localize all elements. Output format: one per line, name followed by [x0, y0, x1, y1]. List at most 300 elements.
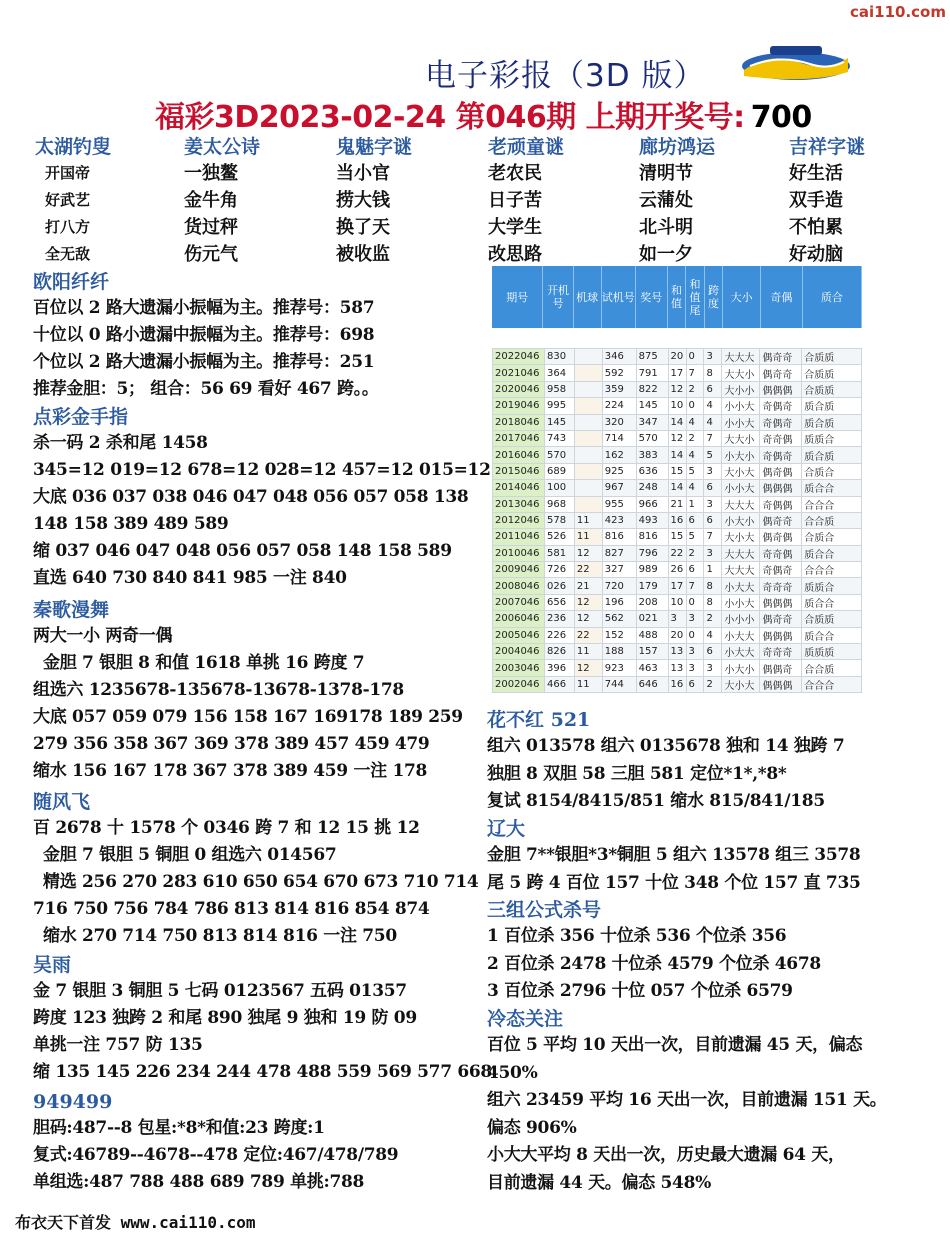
table-cell: 188: [602, 644, 636, 660]
riddle-item: 全无敌: [45, 245, 91, 263]
table-cell: 3: [686, 611, 704, 627]
table-cell: 偶奇偶: [760, 529, 802, 545]
section-line: 小大大平均 8 天出一次，历史最大遗漏 64 天，: [487, 1145, 845, 1165]
table-cell: 大大大: [722, 562, 760, 578]
riddle-item: 好武艺: [45, 191, 91, 209]
section-line: 个位以 2 路大遗漏小振幅为主。推荐号：251: [33, 352, 375, 372]
table-cell: 6: [704, 480, 722, 496]
headline: [155, 92, 812, 136]
table-cell: 偶奇偶: [760, 463, 802, 479]
table-row: [493, 660, 862, 676]
table-cell: 2006046: [493, 611, 545, 627]
riddle-item: 货过秤: [184, 217, 238, 238]
table-cell: 15: [668, 463, 686, 479]
riddle-heading: 太湖钓叟: [35, 136, 112, 158]
table-cell: [574, 480, 602, 496]
table-row: [493, 447, 862, 463]
table-cell: 20: [668, 349, 686, 365]
table-cell: 奇奇偶: [760, 545, 802, 561]
table-cell: 13: [668, 644, 686, 660]
section-line: 复试 8154/8415/851 缩水 815/841/185: [487, 791, 825, 811]
table-cell: 488: [636, 627, 668, 643]
table-cell: 偶奇奇: [760, 365, 802, 381]
table-cell: 2018046: [493, 414, 545, 430]
table-cell: 162: [602, 447, 636, 463]
riddle-column-1: [35, 132, 185, 268]
table-cell: 196: [602, 594, 636, 610]
table-cell: 质质质: [802, 644, 862, 660]
table-cell: 奇奇偶: [760, 430, 802, 446]
table-cell: 3: [704, 545, 722, 561]
table-cell: 796: [636, 545, 668, 561]
table-row: [493, 512, 862, 528]
table-cell: 小小小: [722, 611, 760, 627]
riddle-column-6: [789, 132, 939, 268]
table-header-cell: 试机号: [602, 266, 636, 328]
table-row: [493, 365, 862, 381]
table-cell: 0: [686, 627, 704, 643]
section-line: 两大一小 两奇一偶: [33, 626, 173, 646]
section-line: 3 百位杀 2796 十位 057 个位杀 6579: [487, 981, 793, 1001]
section-title: 点彩金手指: [33, 406, 129, 428]
table-cell: 466: [544, 676, 574, 692]
site-tag: cai110.com: [850, 3, 946, 21]
table-cell: 2015046: [493, 463, 545, 479]
table-cell: 236: [544, 611, 574, 627]
table-cell: 966: [636, 496, 668, 512]
table-cell: 2013046: [493, 496, 545, 512]
table-cell: 364: [544, 365, 574, 381]
table-cell: 大小大: [722, 463, 760, 479]
section-lengtai: [487, 1007, 950, 1197]
section-line: 目前遗漏 44 天。偏态 548%: [487, 1172, 711, 1193]
section-title: 949499: [33, 1091, 113, 1113]
table-row: [493, 545, 862, 561]
section-ouyang: [33, 270, 503, 403]
table-row: [493, 627, 862, 643]
table-cell: 合质质: [802, 349, 862, 365]
table-cell: 合质质: [802, 611, 862, 627]
table-cell: 7: [686, 365, 704, 381]
table-row: [493, 496, 862, 512]
table-cell: [574, 381, 602, 397]
table-cell: 6: [686, 562, 704, 578]
table-cell: 152: [602, 627, 636, 643]
table-cell: 320: [602, 414, 636, 430]
table-cell: 合质质: [802, 365, 862, 381]
table-cell: 570: [636, 430, 668, 446]
table-cell: 偶偶偶: [760, 676, 802, 692]
riddle-item: 大学生: [488, 217, 542, 238]
riddle-item: 好生活: [789, 163, 843, 184]
table-cell: 小大大: [722, 627, 760, 643]
riddle-column-5: [639, 132, 789, 268]
section-line: 尾 5 跨 4 百位 157 十位 348 个位 157 直 735: [487, 872, 861, 893]
table-cell: 830: [544, 349, 574, 365]
table-cell: [574, 349, 602, 365]
table-cell: 714: [602, 430, 636, 446]
table-row: [493, 430, 862, 446]
table-cell: 26: [668, 562, 686, 578]
table-cell: 合质合: [802, 529, 862, 545]
history-table-header: [492, 266, 862, 328]
table-cell: 21: [574, 578, 602, 594]
section-line: 精选 256 270 283 610 650 654 670 673 710 714: [43, 872, 479, 892]
table-cell: 347: [636, 414, 668, 430]
table-cell: 合合质: [802, 660, 862, 676]
table-cell: 偶偶偶: [760, 627, 802, 643]
table-cell: 3: [704, 496, 722, 512]
section-line: 大底 057 059 079 156 158 167 169178 189 259: [33, 707, 463, 727]
table-header-cell: 和值尾: [686, 266, 704, 328]
table-cell: 0: [686, 594, 704, 610]
table-header-cell: 期号: [492, 266, 543, 328]
table-cell: 质合质: [802, 414, 862, 430]
table-cell: [574, 398, 602, 414]
table-cell: 大大大: [722, 496, 760, 512]
table-cell: 7: [704, 529, 722, 545]
section-line: 偏态 906%: [487, 1117, 577, 1138]
section-line: 金胆 7 银胆 8 和值 1618 单挑 16 跨度 7: [43, 653, 365, 673]
riddle-column-3: [336, 132, 486, 268]
table-cell: 合合质: [802, 512, 862, 528]
table-cell: 5: [686, 463, 704, 479]
riddle-item: 伤元气: [184, 244, 238, 265]
table-cell: 8: [704, 594, 722, 610]
table-cell: 3: [704, 660, 722, 676]
table-cell: 157: [636, 644, 668, 660]
table-cell: 2: [704, 676, 722, 692]
section-line: 跨度 123 独跨 2 和尾 890 独尾 9 独和 19 防 09: [33, 1008, 417, 1028]
table-cell: 383: [636, 447, 668, 463]
section-line: 金胆 7 银胆 5 铜胆 0 组选六 014567: [43, 845, 337, 865]
table-cell: 大大大: [722, 349, 760, 365]
table-header-cell: 奖号: [636, 266, 668, 328]
riddle-item: 云蒲处: [639, 190, 693, 211]
last-draw-number: 700: [750, 100, 812, 135]
table-cell: 大大大: [722, 545, 760, 561]
riddle-heading: 吉祥字谜: [789, 136, 866, 158]
table-cell: 026: [544, 578, 574, 594]
table-cell: 0: [686, 349, 704, 365]
section-line: 单组选:487 788 488 689 789 单挑:788: [33, 1172, 365, 1192]
table-cell: 179: [636, 578, 668, 594]
table-cell: 大大小: [722, 365, 760, 381]
section-line: 缩水 156 167 178 367 378 389 459 一注 178: [33, 761, 428, 781]
table-cell: 合合合: [802, 496, 862, 512]
paper-title: 电子彩报（3D 版）: [425, 58, 706, 94]
section-line: 345=12 019=12 678=12 028=12 457=12 015=12: [33, 460, 491, 480]
section-wuyu: [33, 953, 503, 1086]
section-huaburong: [487, 708, 950, 816]
section-line: 直选 640 730 840 841 985 一注 840: [33, 568, 347, 588]
section-diancai: [33, 405, 503, 592]
table-cell: 6: [704, 381, 722, 397]
section-line: 组六 23459 平均 16 天出一次，目前遗漏 151 天。: [487, 1090, 887, 1110]
section-line: 缩水 270 714 750 813 814 816 一注 750: [43, 926, 397, 946]
table-cell: 22: [574, 627, 602, 643]
table-cell: 989: [636, 562, 668, 578]
table-row: [493, 463, 862, 479]
table-row: [493, 398, 862, 414]
table-header-cell: 大小: [723, 266, 761, 328]
table-cell: 20: [668, 627, 686, 643]
section-title: 随风飞: [33, 791, 91, 813]
table-cell: 208: [636, 594, 668, 610]
table-cell: 6: [686, 676, 704, 692]
table-cell: 2002046: [493, 676, 545, 692]
table-cell: 12: [574, 594, 602, 610]
riddle-item: 打八方: [45, 218, 91, 236]
table-cell: 12: [574, 611, 602, 627]
table-cell: 100: [544, 480, 574, 496]
table-cell: 5: [704, 447, 722, 463]
riddle-item: 捞大钱: [336, 190, 390, 211]
riddle-item: 如一夕: [639, 244, 693, 265]
table-cell: 145: [636, 398, 668, 414]
section-title: 冷态关注: [487, 1008, 564, 1030]
table-cell: 958: [544, 381, 574, 397]
section-line: 组六 013578 组六 0135678 独和 14 独跨 7: [487, 736, 845, 756]
table-cell: 493: [636, 512, 668, 528]
table-row: [493, 644, 862, 660]
table-cell: [574, 496, 602, 512]
table-cell: 17: [668, 365, 686, 381]
table-cell: 2007046: [493, 594, 545, 610]
table-cell: 22: [668, 545, 686, 561]
table-cell: 2012046: [493, 512, 545, 528]
section-line: 胆码:487--8 包星:*8*和值:23 跨度:1: [33, 1118, 325, 1138]
table-cell: 726: [544, 562, 574, 578]
table-cell: 11: [574, 529, 602, 545]
table-cell: 744: [602, 676, 636, 692]
table-header-cell: 开机号: [543, 266, 573, 328]
table-cell: 6: [704, 644, 722, 660]
table-cell: 581: [544, 545, 574, 561]
section-949499: [33, 1090, 503, 1196]
table-cell: 奇奇奇: [760, 578, 802, 594]
table-cell: 423: [602, 512, 636, 528]
table-cell: 大小大: [722, 676, 760, 692]
section-line: 716 750 756 784 786 813 814 816 854 874: [33, 899, 430, 919]
riddle-item: 一独鳌: [184, 163, 238, 184]
table-cell: 689: [544, 463, 574, 479]
table-header-cell: 机球: [574, 266, 602, 328]
table-cell: 463: [636, 660, 668, 676]
table-cell: [574, 430, 602, 446]
table-cell: 145: [544, 414, 574, 430]
section-line: 金 7 银胆 3 铜胆 5 七码 0123567 五码 01357: [33, 981, 407, 1001]
table-cell: 6: [686, 512, 704, 528]
table-cell: 995: [544, 398, 574, 414]
table-cell: 578: [544, 512, 574, 528]
section-line: 百 2678 十 1578 个 0346 跨 7 和 12 15 挑 12: [33, 818, 420, 838]
riddle-heading: 廊坊鸿运: [639, 136, 716, 158]
table-cell: 质合质: [802, 447, 862, 463]
table-cell: 小小大: [722, 414, 760, 430]
riddle-item: 清明节: [639, 163, 693, 184]
table-cell: 小大小: [722, 447, 760, 463]
table-cell: 12: [574, 545, 602, 561]
table-cell: 小小大: [722, 594, 760, 610]
table-row: [493, 529, 862, 545]
table-cell: 合质合: [802, 463, 862, 479]
table-cell: 偶偶偶: [760, 594, 802, 610]
table-cell: 质合合: [802, 480, 862, 496]
table-row: [493, 676, 862, 692]
table-cell: 968: [544, 496, 574, 512]
table-row: [493, 578, 862, 594]
table-cell: 359: [602, 381, 636, 397]
table-cell: 327: [602, 562, 636, 578]
table-cell: 570: [544, 447, 574, 463]
table-cell: 646: [636, 676, 668, 692]
table-cell: 2011046: [493, 529, 545, 545]
table-cell: 1: [686, 496, 704, 512]
table-cell: 质合合: [802, 627, 862, 643]
table-cell: 562: [602, 611, 636, 627]
table-cell: 质合合: [802, 545, 862, 561]
riddle-column-4: [488, 132, 638, 268]
riddle-item: 不怕累: [789, 217, 843, 238]
section-line: 缩 135 145 226 234 244 478 488 559 569 577 668: [33, 1062, 492, 1082]
section-line: 组选六 1235678-135678-13678-1378-178: [33, 680, 404, 700]
table-cell: 奇偶奇: [760, 447, 802, 463]
table-cell: 592: [602, 365, 636, 381]
table-cell: 12: [668, 381, 686, 397]
table-cell: 偶奇奇: [760, 512, 802, 528]
riddle-item: 换了天: [336, 217, 390, 238]
riddle-item: 被收监: [336, 244, 390, 265]
table-cell: 21: [668, 496, 686, 512]
table-cell: 816: [636, 529, 668, 545]
table-cell: 8: [704, 578, 722, 594]
table-cell: 8: [704, 365, 722, 381]
table-cell: 大大小: [722, 430, 760, 446]
table-cell: 2014046: [493, 480, 545, 496]
table-cell: 合质质: [802, 381, 862, 397]
headline-text: 福彩3D2023-02-24 第046期 上期开奖号:: [155, 100, 745, 135]
section-line: 金胆 7**银胆*3*铜胆 5 组六 13578 组三 3578: [487, 845, 861, 865]
table-cell: 656: [544, 594, 574, 610]
table-cell: 质合质: [802, 398, 862, 414]
table-cell: 小小大: [722, 398, 760, 414]
table-cell: 质质合: [802, 430, 862, 446]
table-cell: 奇偶偶: [760, 496, 802, 512]
table-header-cell: 质合: [803, 266, 862, 328]
section-liaoda: [487, 817, 950, 897]
table-cell: 021: [636, 611, 668, 627]
riddle-heading: 鬼魅字谜: [336, 136, 413, 158]
table-cell: 2008046: [493, 578, 545, 594]
table-cell: 6: [704, 512, 722, 528]
table-cell: 偶奇奇: [760, 349, 802, 365]
section-line: 缩 037 046 047 048 056 057 058 148 158 589: [33, 541, 452, 561]
table-row: [493, 611, 862, 627]
table-cell: 743: [544, 430, 574, 446]
section-title: 花不红 521: [487, 709, 591, 731]
table-cell: 2: [704, 611, 722, 627]
riddle-heading: 老顽童谜: [488, 136, 565, 158]
table-cell: 4: [704, 627, 722, 643]
table-cell: 10: [668, 398, 686, 414]
table-cell: 11: [574, 512, 602, 528]
section-line: 推荐金胆：5； 组合：56 69 看好 467 跨。。: [33, 379, 379, 399]
table-cell: 大小大: [722, 529, 760, 545]
table-cell: 2005046: [493, 627, 545, 643]
table-cell: 合合合: [802, 676, 862, 692]
table-cell: 2003046: [493, 660, 545, 676]
table-cell: 3: [668, 611, 686, 627]
table-cell: 16: [668, 512, 686, 528]
table-cell: 偶偶偶: [760, 480, 802, 496]
table-cell: 2019046: [493, 398, 545, 414]
section-line: 1 百位杀 356 十位杀 536 个位杀 356: [487, 926, 787, 946]
table-cell: 奇奇奇: [760, 644, 802, 660]
table-cell: 16: [668, 676, 686, 692]
table-cell: 925: [602, 463, 636, 479]
table-cell: 2: [686, 545, 704, 561]
table-row: [493, 349, 862, 365]
section-line: 百位以 2 路大遗漏小振幅为主。推荐号：587: [33, 298, 375, 318]
table-cell: 4: [704, 414, 722, 430]
table-cell: 826: [544, 644, 574, 660]
table-cell: 7: [704, 430, 722, 446]
table-row: [493, 414, 862, 430]
table-cell: 14: [668, 447, 686, 463]
table-cell: 17: [668, 578, 686, 594]
riddle-item: 北斗明: [639, 217, 693, 238]
table-header-cell: 跨度: [705, 266, 723, 328]
table-row: [493, 594, 862, 610]
section-line: 独胆 8 双胆 58 三胆 581 定位*1*,*8*: [487, 763, 787, 784]
table-cell: 822: [636, 381, 668, 397]
table-cell: 2009046: [493, 562, 545, 578]
table-cell: 2: [686, 381, 704, 397]
table-row: [493, 562, 862, 578]
table-cell: [574, 414, 602, 430]
table-cell: 11: [574, 644, 602, 660]
table-cell: 小大小: [722, 512, 760, 528]
table-cell: 14: [668, 480, 686, 496]
table-cell: [574, 365, 602, 381]
table-cell: 955: [602, 496, 636, 512]
table-cell: 4: [686, 480, 704, 496]
table-cell: 11: [574, 676, 602, 692]
table-cell: 2022046: [493, 349, 545, 365]
table-row: [493, 480, 862, 496]
table-cell: 小小大: [722, 480, 760, 496]
table-cell: 2010046: [493, 545, 545, 561]
table-cell: 12: [574, 660, 602, 676]
table-cell: 偶偶偶: [760, 381, 802, 397]
table-cell: 346: [602, 349, 636, 365]
riddle-item: 金牛角: [184, 190, 238, 211]
table-cell: 923: [602, 660, 636, 676]
section-title: 秦歌漫舞: [33, 599, 110, 621]
table-cell: 2021046: [493, 365, 545, 381]
table-cell: 质质合: [802, 578, 862, 594]
table-cell: 2017046: [493, 430, 545, 446]
table-cell: 7: [686, 578, 704, 594]
table-cell: 791: [636, 365, 668, 381]
section-line: 148 158 389 489 589: [33, 514, 229, 534]
table-cell: 2016046: [493, 447, 545, 463]
riddle-item: 日子苦: [488, 190, 542, 211]
riddle-item: 改思路: [488, 244, 542, 265]
table-cell: 396: [544, 660, 574, 676]
table-cell: 3: [686, 660, 704, 676]
